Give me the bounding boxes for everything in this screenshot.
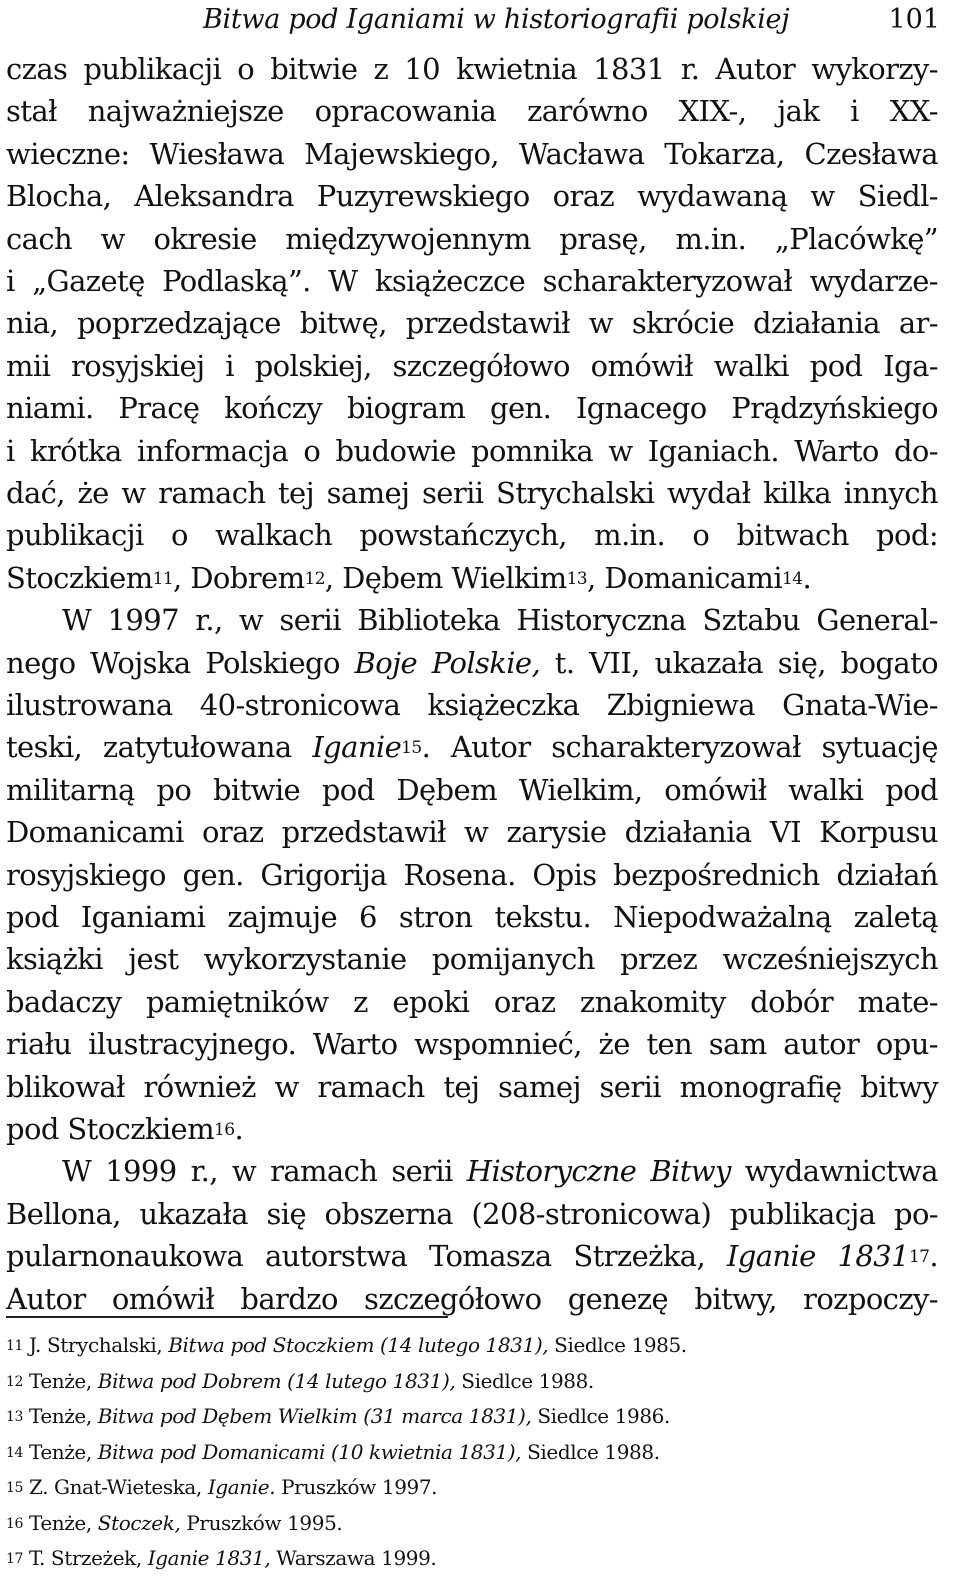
footnote-ref: 17 xyxy=(908,1247,930,1268)
body-line xyxy=(6,1195,938,1233)
text-run: rosyjskiego gen. Grigorija Rosena. Opis bezpośrednich działań xyxy=(6,857,938,892)
footnote xyxy=(6,1332,687,1358)
text-run: Z. Gnat-Wieteska, xyxy=(23,1475,208,1499)
text-run: t. VII, ukazała się, bogato xyxy=(540,645,938,680)
text-run: W 1997 r., w serii Biblioteka Historyczna Sztabu General- xyxy=(62,603,938,638)
footnote-ref: 11 xyxy=(6,1338,24,1354)
text-run: dać, że w ramach tej samej serii Strychalski wydał kilka innych xyxy=(6,476,938,510)
text-run: nego Wojska Polskiego xyxy=(6,645,355,680)
text-run: Pruszków 1997. xyxy=(275,1475,438,1499)
body-line xyxy=(6,1237,938,1275)
body-line xyxy=(6,686,938,724)
running-head xyxy=(0,4,940,40)
body-line xyxy=(62,601,938,639)
text-run: T. Strzeżek, xyxy=(23,1546,148,1570)
italic-title: Stoczek, xyxy=(97,1510,181,1535)
body-line xyxy=(6,92,938,130)
text-run: stał najważniejsze opracowania zarówno XIX-, jak i XX- xyxy=(6,94,938,129)
body-line xyxy=(6,856,938,894)
body-line xyxy=(6,559,938,597)
footnote-separator xyxy=(6,1316,448,1318)
text-run: nia, poprzedzające bitwę, przedstawił w skrócie działania ar- xyxy=(6,306,938,341)
italic-title: Bitwa pod Domanicami (10 kwietnia 1831), xyxy=(97,1439,522,1464)
body-line xyxy=(6,516,938,554)
footnote-ref: 17 xyxy=(6,1551,24,1567)
text-run: czas publikacji o bitwie z 10 kwietnia 1831 r. Autor wykorzy- xyxy=(6,52,938,86)
body-line xyxy=(6,135,938,173)
body-line xyxy=(6,262,938,300)
footnote xyxy=(6,1368,594,1394)
text-run: blikował również w ramach tej samej serii monografię bitwy xyxy=(6,1069,938,1104)
text-run: pod Stoczkiem xyxy=(6,1112,215,1146)
italic-title: Iganie. xyxy=(207,1475,276,1499)
text-run: J. Strychalski, xyxy=(23,1333,169,1357)
text-run: Domanicami oraz przedstawił w zarysie działania VI Korpusu xyxy=(6,815,938,850)
footnote-ref: 11 xyxy=(152,568,174,589)
footnote-ref: 13 xyxy=(566,568,588,589)
text-run: Autor omówił bardzo szczegółowo genezę bitwy, rozpoczy- xyxy=(6,1281,938,1316)
body-line xyxy=(6,813,938,851)
text-run: riału ilustracyjnego. Warto wspomnieć, że ten sam autor opu- xyxy=(6,1027,938,1062)
body-line xyxy=(6,389,938,427)
italic-title: Iganie xyxy=(312,730,402,765)
body-line xyxy=(6,432,938,470)
body-line xyxy=(6,220,938,258)
footnote xyxy=(6,1545,436,1571)
text-run: Tenże, xyxy=(23,1368,98,1393)
footnote xyxy=(6,1474,437,1500)
text-run: teski, zatytułowana xyxy=(6,730,313,765)
text-run: . xyxy=(802,560,812,595)
body-line xyxy=(6,1025,938,1063)
footnote-ref: 16 xyxy=(214,1120,235,1140)
text-run: Siedlce 1988. xyxy=(455,1368,594,1393)
body-line xyxy=(6,644,938,682)
footnote-ref: 12 xyxy=(6,1373,24,1390)
italic-title: Bitwa pod Dębem Wielkim (31 marca 1831), xyxy=(97,1404,532,1428)
text-run: Siedlce 1988. xyxy=(521,1439,660,1464)
page-number: 101 xyxy=(888,4,940,35)
body-line xyxy=(6,177,938,215)
text-run: , Dobrem xyxy=(173,560,305,595)
text-run: Warszawa 1999. xyxy=(270,1546,437,1570)
italic-title: Bitwa pod Dobrem (14 lutego 1831), xyxy=(97,1368,456,1393)
body-line xyxy=(6,474,938,512)
text-run: książki jest wykorzystanie pomijanych przez wcześniejszych xyxy=(6,942,938,977)
text-run: wieczne: Wiesława Majewskiego, Wacława Tokarza, Czesława xyxy=(6,136,938,171)
italic-title: Iganie 1831 xyxy=(726,1239,909,1274)
footnote-ref: 15 xyxy=(6,1480,24,1496)
text-run: i „Gazetę Podlaską”. W książeczce scharakteryzował wydarze- xyxy=(6,264,938,298)
text-run: ilustrowana 40-stronicowa książeczka Zbigniewa Gnata-Wie- xyxy=(6,688,938,722)
text-run: cach w okresie międzywojennym prasę, m.in. „Placówkę” xyxy=(6,221,938,256)
text-run: . xyxy=(234,1112,244,1146)
text-run: Siedlce 1985. xyxy=(548,1333,687,1357)
body-line xyxy=(6,50,938,88)
body-line xyxy=(6,1110,938,1148)
footnote xyxy=(6,1439,660,1465)
text-run: . xyxy=(929,1239,938,1274)
italic-title: Bitwa pod Stoczkiem (14 lutego 1831), xyxy=(168,1333,549,1357)
text-run: Stoczkiem xyxy=(6,560,153,595)
text-run: , Dębem Wielkim xyxy=(324,560,567,595)
footnote-ref: 14 xyxy=(6,1444,24,1461)
body-line xyxy=(6,898,938,936)
body-line xyxy=(6,983,938,1021)
text-run: . Autor scharakteryzował sytuację xyxy=(421,730,938,765)
text-run: pularnonaukowa autorstwa Tomasza Strzeżka, xyxy=(6,1239,727,1274)
body-line xyxy=(6,771,938,809)
body-line xyxy=(6,728,938,766)
body-line xyxy=(6,1068,938,1106)
text-run: i krótka informacja o budowie pomnika w Iganiach. Warto do- xyxy=(6,433,938,468)
text-run: badaczy pamiętników z epoki oraz znakomity dobór mate- xyxy=(6,984,938,1019)
footnote-ref: 16 xyxy=(6,1515,24,1532)
text-run: W 1999 r., w ramach serii xyxy=(62,1154,467,1189)
text-run: militarną po bitwie pod Dębem Wielkim, omówił walki pod xyxy=(6,772,938,807)
footnote-ref: 15 xyxy=(401,738,422,759)
body-line xyxy=(6,347,938,385)
footnote xyxy=(6,1510,342,1536)
text-run: Siedlce 1986. xyxy=(531,1404,670,1428)
italic-title: Boje Polskie, xyxy=(354,645,541,680)
body-line xyxy=(6,940,938,978)
footnote xyxy=(6,1403,670,1429)
body-line xyxy=(6,304,938,342)
text-run: Tenże, xyxy=(23,1510,98,1535)
body-line xyxy=(6,1280,938,1318)
italic-title: Iganie 1831, xyxy=(147,1546,271,1570)
footnote-ref: 12 xyxy=(304,568,325,589)
body-line xyxy=(62,1152,938,1190)
running-title: Bitwa pod Iganiami w historiografii polskiej xyxy=(203,4,790,35)
text-run: niami. Pracę kończy biogram gen. Ignacego Prądzyńskiego xyxy=(6,391,938,426)
text-run: Tenże, xyxy=(23,1439,98,1464)
text-run: Pruszków 1995. xyxy=(180,1510,343,1535)
text-run: , Domanicami xyxy=(587,560,783,595)
footnote-ref: 14 xyxy=(782,568,803,589)
text-run: Tenże, xyxy=(23,1404,98,1428)
text-run: wydawnictwa xyxy=(730,1154,938,1189)
text-run: Blocha, Aleksandra Puzyrewskiego oraz wydawaną w Siedl- xyxy=(6,179,938,214)
italic-title: Historyczne Bitwy xyxy=(466,1154,731,1189)
text-run: publikacji o walkach powstańczych, m.in. o bitwach pod: xyxy=(6,518,938,553)
text-run: Bellona, ukazała się obszerna (208-stronicowa) publikacja po- xyxy=(6,1196,938,1231)
footnote-ref: 13 xyxy=(6,1409,24,1425)
text-run: pod Iganiami zajmuje 6 stron tekstu. Niepodważalną zaletą xyxy=(6,900,938,934)
text-run: mii rosyjskiej i polskiej, szczegółowo omówił walki pod Iga- xyxy=(6,348,938,383)
